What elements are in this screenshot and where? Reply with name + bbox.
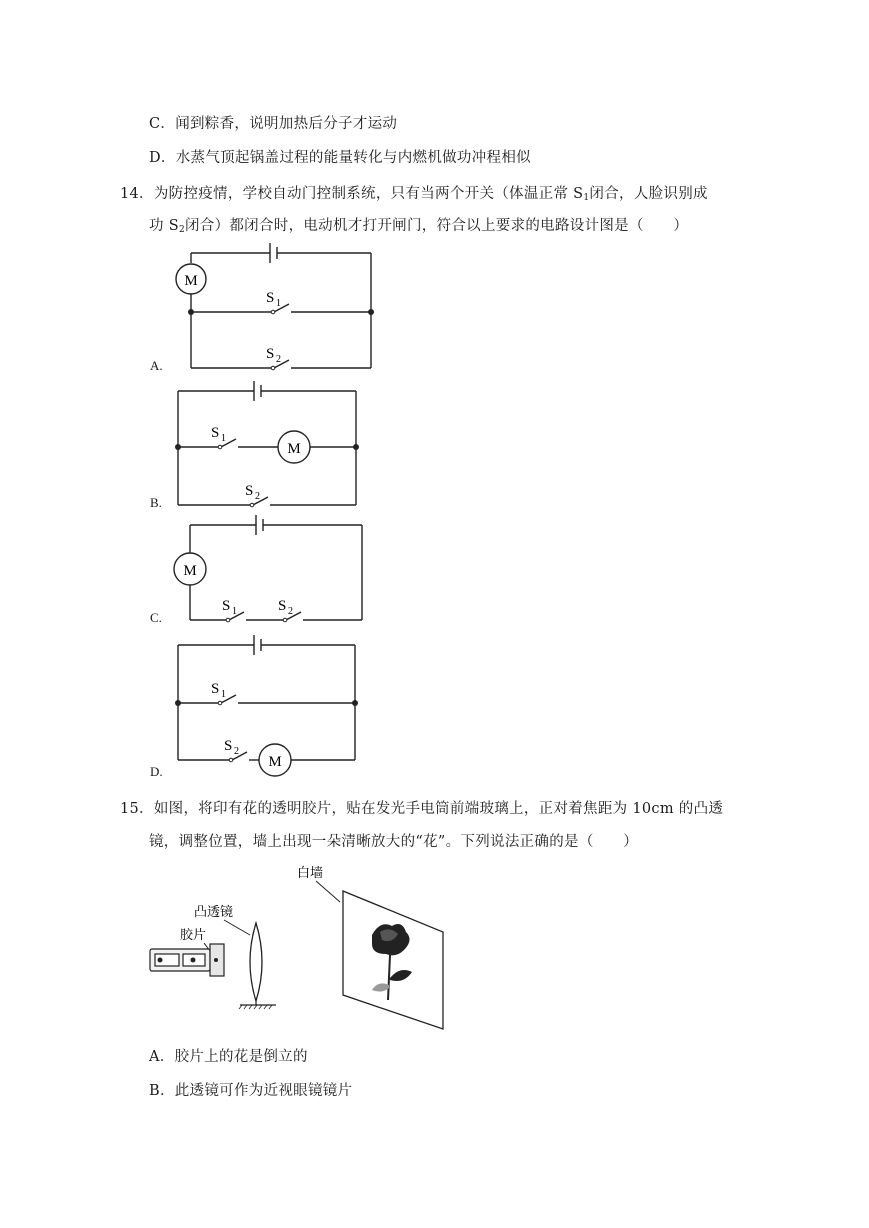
svg-text:2: 2: [234, 746, 239, 757]
svg-text:S: S: [245, 483, 254, 499]
svg-text:M: M: [183, 563, 197, 579]
q14-option-d-letter: D.: [150, 764, 163, 779]
label-white-wall: 白墙: [297, 865, 324, 880]
q14-option-a-letter: A.: [150, 358, 163, 373]
q15-option-a: A．胶片上的花是倒立的: [149, 1049, 308, 1065]
white-wall-icon: [343, 891, 443, 1029]
q14-option-c-letter: C.: [150, 610, 162, 625]
svg-text:M: M: [184, 273, 198, 289]
svg-text:2: 2: [288, 606, 293, 617]
convex-lens-icon: [250, 923, 262, 1001]
svg-text:S: S: [278, 598, 287, 614]
q15-stem-line1: 15．如图，将印有花的透明胶片，贴在发光手电筒前端玻璃上，正对着焦距为 10cm 的凸透: [120, 801, 724, 817]
q15-option-b: B．此透镜可作为近视眼镜镜片: [149, 1083, 353, 1099]
svg-text:S: S: [211, 425, 220, 441]
svg-text:1: 1: [221, 689, 226, 700]
label-convex-lens: 凸透镜: [194, 904, 234, 919]
svg-text:M: M: [268, 754, 282, 770]
svg-text:S: S: [222, 598, 231, 614]
q15-stem-line2: 镜，调整位置，墙上出现一朵清晰放大的“花”。下列说法正确的是（ ）: [149, 834, 639, 850]
svg-text:S: S: [266, 290, 275, 306]
svg-text:2: 2: [255, 491, 260, 502]
q13-option-d: D．水蒸气顶起锅盖过程的能量转化与内燃机做功冲程相似: [149, 150, 531, 166]
svg-text:S: S: [211, 681, 220, 697]
svg-text:1: 1: [276, 298, 281, 309]
svg-text:S: S: [266, 346, 275, 362]
svg-text:1: 1: [221, 433, 226, 444]
q14-stem-line1: 14．为防控疫情，学校自动门控制系统，只有当两个开关（体温正常 $S_1$闭合，人脸识别成: [120, 186, 708, 203]
q14-option-b-letter: B.: [150, 495, 162, 510]
svg-text:M: M: [287, 441, 301, 457]
svg-text:S: S: [224, 738, 233, 754]
label-film: 胶片: [180, 927, 207, 942]
q14-stem-line2: 功 $S_2$闭合）都闭合时，电动机才打开闸门，符合以上要求的电路设计图是（ ）: [149, 218, 689, 235]
svg-text:2: 2: [276, 354, 281, 365]
svg-text:1: 1: [232, 606, 237, 617]
q13-option-c: C．闻到粽香，说明加热后分子才运动: [149, 116, 398, 132]
